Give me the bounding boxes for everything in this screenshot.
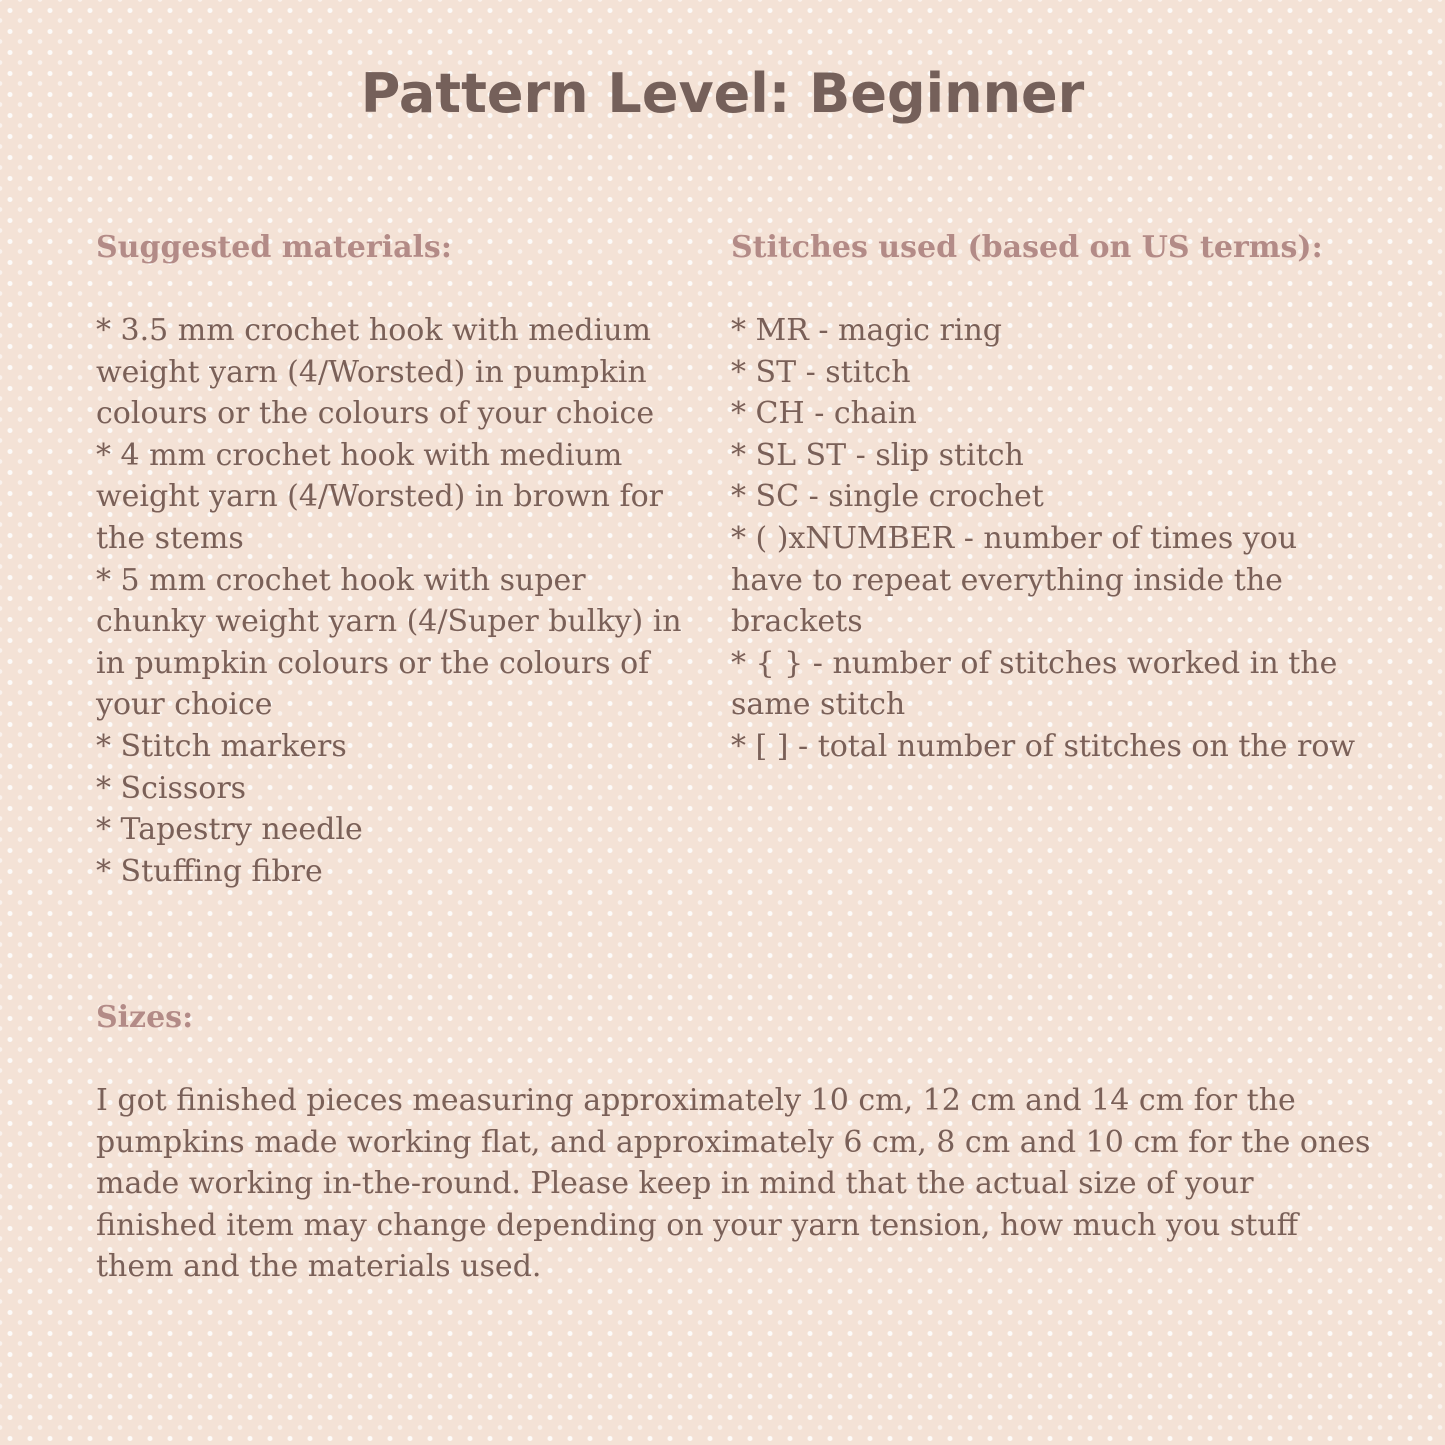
sizes-heading: Sizes: xyxy=(96,1000,194,1035)
list-item: * ( )xNUMBER - number of times you have to repeat everything inside the brackets xyxy=(731,520,1298,640)
stitches-list xyxy=(731,310,1371,768)
materials-heading: Suggested materials: xyxy=(96,230,452,265)
list-item: * Tapestry needle xyxy=(96,812,363,848)
materials-list xyxy=(96,310,696,892)
list-item: * Stuffing fibre xyxy=(96,853,323,889)
list-item: * SL ST - slip stitch xyxy=(731,437,1024,473)
sizes-text: I got finished pieces measuring approximately 10 cm, 12 cm and 14 cm for the pumpkins made working flat, and approximately 6 cm, 8 cm and 10 cm for the ones made working in-the-round. Please keep in mind that the actual size of your finished item may change depending on your yarn tension, how much you stuff them and the materials used. xyxy=(96,1083,1371,1284)
list-item: * { } - number of stitches worked in the same stitch xyxy=(731,645,1338,723)
list-item: * SC - single crochet xyxy=(731,479,1044,515)
list-item: * MR - magic ring xyxy=(731,313,1002,348)
list-item: * 5 mm crochet hook with super chunky weight yarn (4/Super bulky) in in pumpkin colours or the colours of your choice xyxy=(96,562,682,723)
list-item: * CH - chain xyxy=(731,396,917,432)
materials-section xyxy=(96,226,696,892)
list-item: * Scissors xyxy=(96,770,247,806)
list-item: * 3.5 mm crochet hook with medium weight yarn (4/Worsted) in pumpkin colours or the colours of your choice xyxy=(96,313,655,432)
list-item: * 4 mm crochet hook with medium weight yarn (4/Worsted) in brown for the stems xyxy=(96,437,664,556)
stitches-section xyxy=(731,226,1371,768)
stitches-heading: Stitches used (based on US terms): xyxy=(731,230,1323,265)
list-item: * [ ] - total number of stitches on the row xyxy=(731,728,1356,764)
page-title: Pattern Level: Beginner xyxy=(360,62,1085,125)
list-item: * Stitch markers xyxy=(96,728,347,764)
list-item: * ST - stitch xyxy=(731,354,911,390)
sizes-section xyxy=(96,996,1376,1288)
